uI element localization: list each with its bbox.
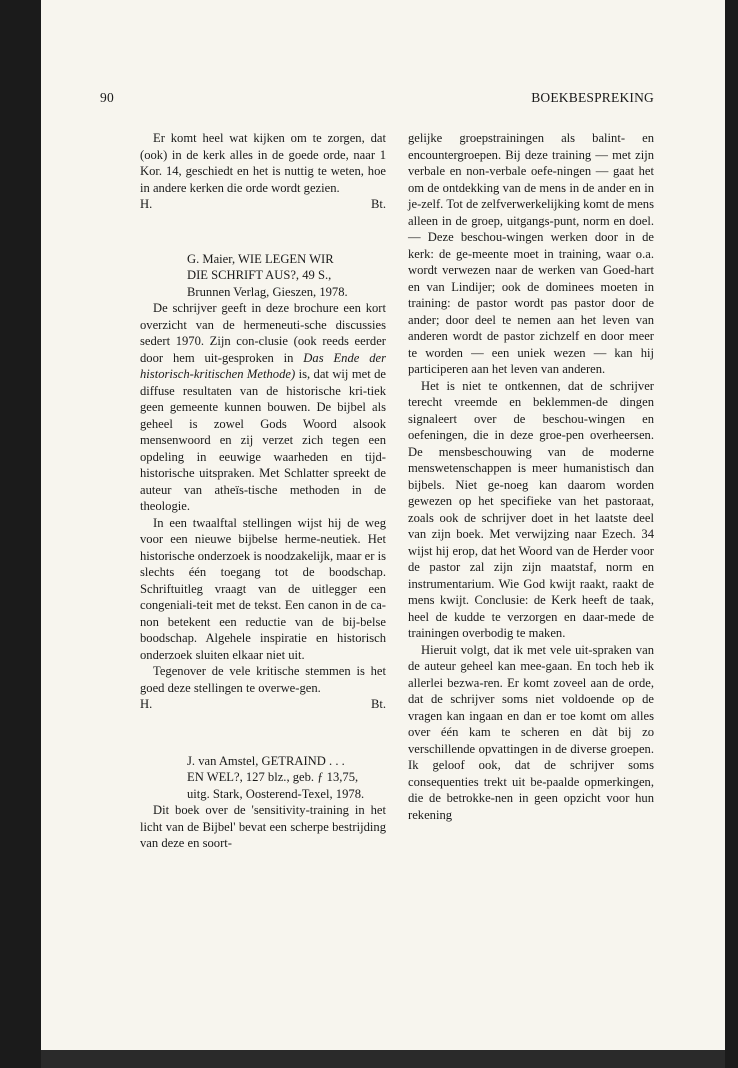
left-column — [140, 130, 386, 852]
review-heading-line: G. Maier, WIE LEGEN WIR — [187, 251, 334, 266]
review-paragraph — [140, 300, 386, 515]
paragraph-text: is, dat wij met de diffuse resultaten van de historische kri-tiek geen gemeente kunnen bouwen. De bijbel als geheel is zowel Gods Woord alsook mensenwoord en zij verzet zich tegen een opdeling in eeuwige waarheden en tijd-historische uitspraken. Met Schlatter spreekt de auteur van atheïs-tische methoden in de theologie. — [140, 367, 386, 513]
review-heading-line: EN WEL?, 127 blz., geb. ƒ 13,75, — [187, 770, 359, 784]
book-title-italic: Das Ende der historisch-kritischen Methode) — [140, 350, 386, 381]
review-heading-line: J. van Amstel, GETRAIND . . . — [187, 753, 345, 768]
signature-initial: H. — [140, 197, 153, 211]
review-paragraph: Het is niet te ontkennen, dat de schrijver terecht vreemde en beklemmen-de dingen signaleert over de beschou-wingen en oefeningen, die in deze groe-pen overheersen. De mensbeschouwing van de moderne menswetenschappen is meer humanistisch dan bijbels. Niet ge-noeg kan daarom worden gewezen op het specifieke van het pastoraat, zoals ook de schrijver doet in het laatste deel van zijn boek. Met verwijzing naar Ezech. 34 wijst hij erop, dat het Woord van de Herder voor de pastor zal zijn zijn maatstaf, norm en instrumentarium. Wie God kwijt raakt, raakt de mens kwijt. Conclusie: de Kerk heeft de taak, heel de kudde te verzorgen en daar-mede de trainingen overbodig te maken. — [408, 378, 654, 640]
section-title: BOEKBESPREKING — [531, 90, 654, 105]
review-paragraph: Tegenover de vele kritische stemmen is het goed deze stellingen te overwe-gen. — [140, 664, 386, 695]
paragraph-text: De schrijver geeft in deze brochure een kort overzicht van de hermeneuti-sche discussies sedert 1970. Zijn con-clusie (ook reeds eerder door hem uit-gesproken in — [140, 301, 386, 365]
review-paragraph: Hieruit volgt, dat ik met vele uit-spraken van de auteur geheel kan mee-gaan. En toch heb ik allerlei bezwa-ren. Er komt zoveel aan de orde, dat de schrijver soms niet voldoende op de vragen kan ingaan en dan er toe komt om alles over één kam te scheren en dàt bij zo verschillende opvattingen in de diverse groepen. Ik geloof ook, dat de schrijver soms consequenties trekt uit be-paalde opmerkingen, die de betrokke-nen in geen opzicht voor hun rekening — [408, 642, 654, 822]
signature-initial: H. — [140, 697, 153, 711]
signature-name: Bt. — [370, 697, 386, 711]
review-heading — [140, 251, 386, 301]
scan-border — [41, 1050, 725, 1068]
review-heading-line: uitg. Stark, Oosterend-Texel, 1978. — [187, 786, 365, 801]
review-paragraph: In een twaalftal stellingen wijst hij de weg voor een nieuwe bijbelse herme-neutiek. Het historische onderzoek is noodzakelijk, maar er is slechts één toegang tot de boodschap. Schriftuitleg vraagt van de uitlegger een congeniali-teit met de tekst. Een canon in de ca-non betekent een reductie van de bij-belse boodschap. Algehele inspiratie en historisch onderzoek sluiten elkaar niet uit. — [140, 515, 386, 662]
review-heading-line: Brunnen Verlag, Gieszen, 1978. — [187, 284, 348, 299]
review-heading — [140, 753, 386, 803]
review-paragraph: gelijke groepstrainingen als balint- en encountergroepen. Bij deze training — met zijn verbale en non-verbale oefe-ningen — gaat het om de ontdekking van de mens in de ander en in je-zelf. Tot de zelfverwerkelijking komt de mens alleen in de groep, uitgangs-punt, norm en doel. — Deze beschou-wingen werken door in de kerk: de ge-meente moet in training, waar o.a. wordt verwezen naar de werken van Goed-hart en van Lindijer; ook de dominees moeten in training: de pastor wordt pas pastor door de ander; door deel te nemen aan het leven van anderen wordt de pastor zichzelf en door meer te worden — een uniek wezen — kan hij participeren aan het leven van anderen. — [408, 131, 654, 376]
signature-name: Bt. — [370, 197, 386, 211]
review-heading-line: DIE SCHRIFT AUS?, 49 S., — [187, 268, 332, 282]
right-column — [408, 130, 654, 823]
page-number: 90 — [100, 90, 114, 105]
signature — [140, 196, 386, 213]
signature — [140, 696, 386, 713]
review-paragraph: Dit boek over de 'sensitivity-training in het licht van de Bijbel' bevat een scherpe bestrijding van deze en soort- — [140, 803, 386, 850]
intro-paragraph: Er komt heel wat kijken om te zorgen, dat (ook) in de kerk alles in de goede orde, naar 1 Kor. 14, geschiedt en het is nuttig te weten, hoe in andere kerken die orde wordt gezien. — [140, 131, 386, 195]
